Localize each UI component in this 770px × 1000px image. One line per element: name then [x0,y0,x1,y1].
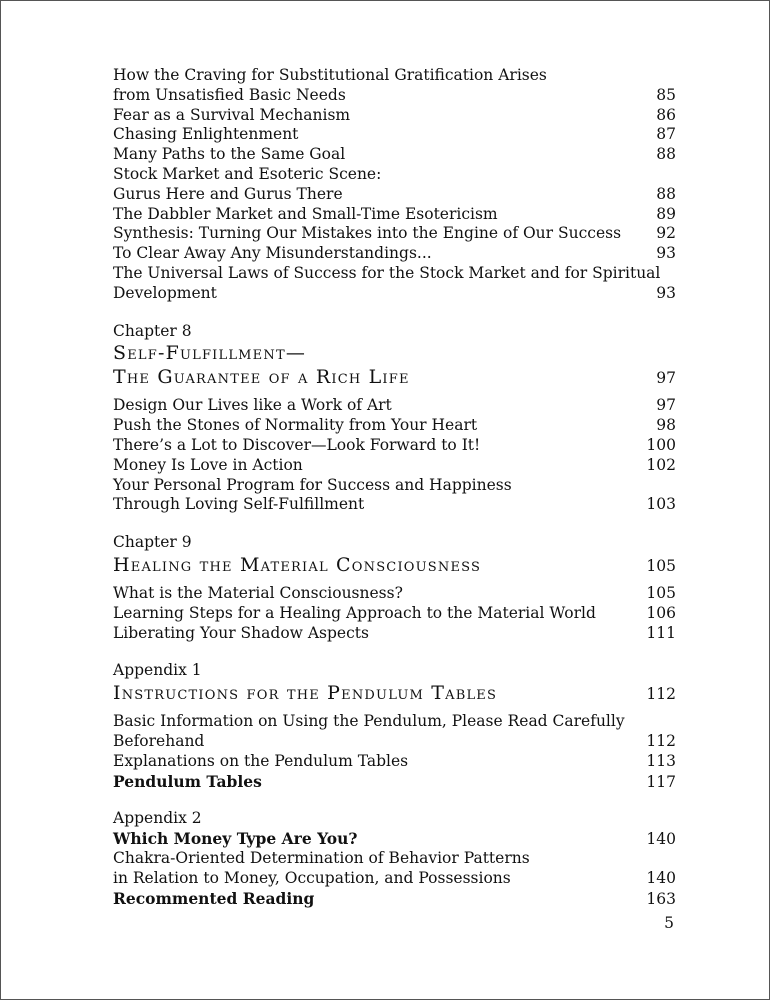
toc-entry-text: Money Is Love in Action [113,455,303,474]
toc-entry-page: 112 [646,731,676,750]
toc-entry-text: There’s a Lot to Discover—Look Forward to It! [113,435,481,454]
toc-entry-text: Stock Market and Esoteric Scene: [113,164,382,183]
toc-entry [113,125,676,145]
toc-entry-page: 100 [646,435,676,454]
toc-entry [113,732,676,752]
toc-entry [113,244,676,264]
chapter-title [113,553,676,578]
toc-entry-text: Liberating Your Shadow Aspects [113,623,369,642]
toc-entry-page: 163 [646,889,676,908]
toc-entry-text: from Unsatisfied Basic Needs [113,85,346,104]
toc-entry-text: Which Money Type Are You? [113,829,358,849]
toc-entry-text: Learning Steps for a Healing Approach to the Material World [113,603,596,622]
toc-entry-page: 86 [656,105,676,124]
toc-entry-text: in Relation to Money, Occupation, and Possessions [113,868,511,887]
appendix-title-text: Instructions for the Pendulum Tables [113,682,498,705]
appendix-label: Appendix 1 [113,661,202,680]
toc-entry [113,829,676,849]
toc-entry-text: Gurus Here and Gurus There [113,184,343,203]
toc-entry-text: To Clear Away Any Misunderstandings... [113,244,432,263]
toc-entry-page: 103 [646,495,676,514]
chapter-page: 105 [646,556,676,575]
toc-entry-page: 102 [646,455,676,474]
toc-entry [113,495,676,515]
toc-entry-text: The Universal Laws of Success for the Stock Market and for Spiritual [113,263,661,282]
toc-entry [113,264,676,284]
chapter-title-text: Healing the Material Consciousness [113,553,482,576]
toc-entry [113,396,676,416]
toc-entry [113,165,676,185]
toc-entry [113,712,676,732]
toc-entry-page: 140 [646,830,676,849]
toc-entry-page: 97 [656,396,676,415]
toc-entry-page: 87 [656,125,676,144]
toc-entry [113,86,676,106]
toc-entry-text: Fear as a Survival Mechanism [113,105,351,124]
toc-entry-text: Pendulum Tables [113,771,262,791]
toc-entry [113,224,676,244]
toc-entry-text: Synthesis: Turning Our Mistakes into the Engine of Our Success [113,224,622,243]
appendix-title [113,681,676,706]
toc-entry-text: Chakra-Oriented Determination of Behavior Patterns [113,848,530,867]
chapter-label: Chapter 9 [113,533,192,552]
toc-entry-page: 93 [656,283,676,302]
toc-entry [113,66,676,86]
toc-entry [113,416,676,436]
toc-entry-text: Beforehand [113,731,205,750]
toc-entry [113,476,676,496]
toc-entry-page: 106 [646,603,676,622]
toc-entry-text: Chasing Enlightenment [113,125,299,144]
toc-entry-page: 98 [656,416,676,435]
toc-entry-text: What is the Material Consciousness? [113,583,403,602]
toc-entry-page: 92 [656,224,676,243]
toc-entry [113,205,676,225]
toc-entry-text: How the Craving for Substitutional Gratification Arises [113,66,547,84]
toc-entry-page: 111 [646,623,676,642]
chapter-title-text: The Guarantee of a Rich Life [113,366,410,389]
toc-entry-page: 117 [646,772,676,791]
chapter-label: Chapter 8 [113,321,192,340]
toc-entry-page: 88 [656,184,676,203]
toc-entry-page: 89 [656,204,676,223]
chapter-title [113,365,676,390]
table-of-contents [113,66,676,908]
toc-entry-text: Explanations on the Pendulum Tables [113,751,409,770]
toc-entry [113,584,676,604]
chapter-title [113,341,676,365]
appendix-page: 112 [646,685,676,704]
toc-entry [113,456,676,476]
toc-entry [113,889,676,909]
toc-entry [113,106,676,126]
toc-entry-text: Your Personal Program for Success and Happiness [113,475,512,494]
toc-entry-text: Design Our Lives like a Work of Art [113,396,392,415]
toc-entry-text: Development [113,283,217,302]
appendix-label: Appendix 2 [113,809,202,828]
toc-entry [113,145,676,165]
toc-entry-page: 113 [646,751,676,770]
toc-entry-page: 105 [646,583,676,602]
toc-entry-text: Recommented Reading [113,888,315,908]
toc-entry [113,849,676,869]
toc-entry [113,604,676,624]
toc-entry [113,185,676,205]
toc-entry-page: 85 [656,85,676,104]
toc-entry-text: The Dabbler Market and Small-Time Esotericism [113,204,498,223]
chapter-title-text: Self-Fulfillment— [113,342,307,365]
toc-entry [113,752,676,772]
toc-entry-page: 93 [656,244,676,263]
toc-entry [113,436,676,456]
toc-entry-text: Push the Stones of Normality from Your Heart [113,416,478,435]
toc-entry-text: Basic Information on Using the Pendulum, Please Read Carefully [113,712,625,731]
chapter-page: 97 [656,369,676,388]
toc-entry-page: 88 [656,145,676,164]
toc-entry [113,284,676,304]
toc-entry [113,869,676,889]
toc-entry-text: Many Paths to the Same Goal [113,145,346,164]
toc-entry [113,772,676,792]
toc-entry-text: Through Loving Self-Fulfillment [113,495,365,514]
toc-entry [113,624,676,644]
toc-entry-page: 140 [646,868,676,887]
page-number: 5 [664,914,674,932]
